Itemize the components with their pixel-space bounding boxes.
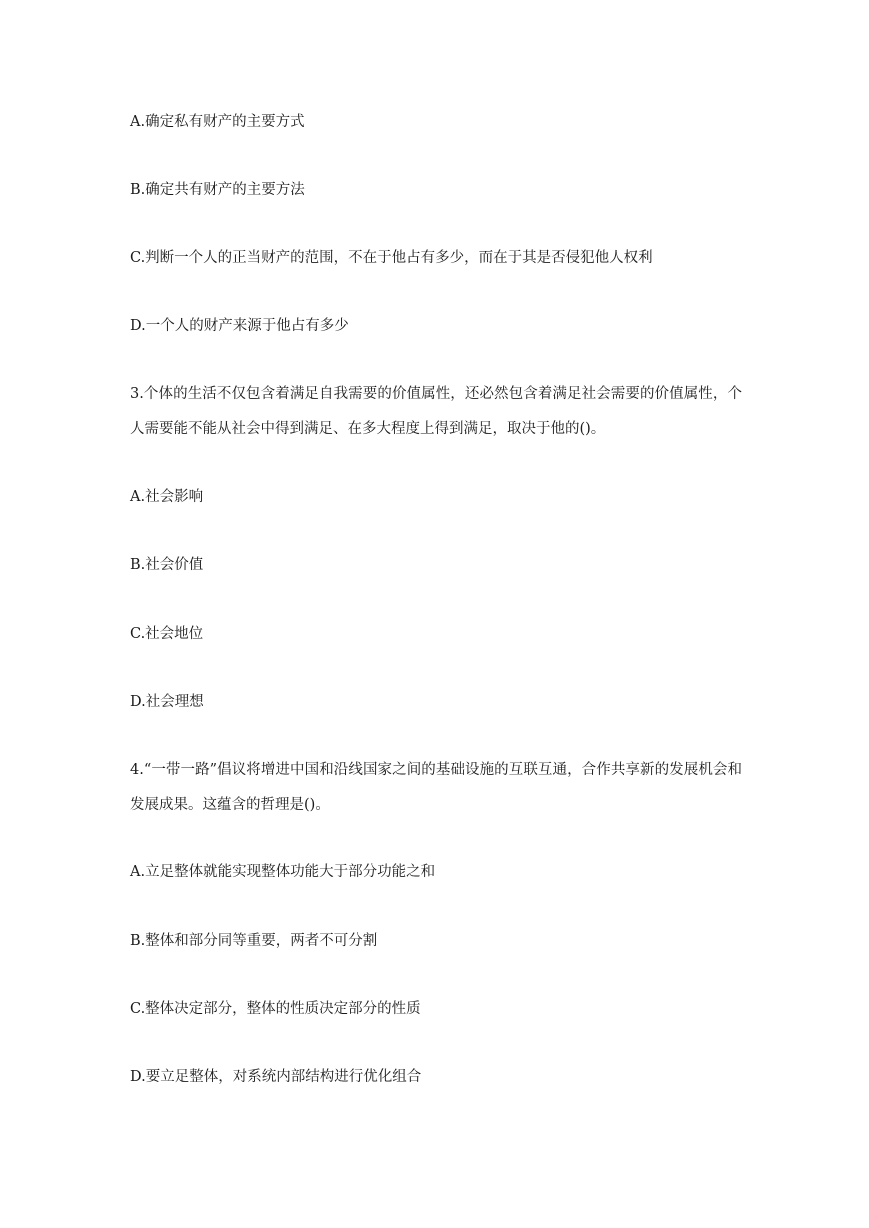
q4-option-a: A.立足整体就能实现整体功能大于部分功能之和 (130, 864, 436, 880)
q2-option-a: A.确定私有财产的主要方式 (130, 114, 305, 130)
q4-option-c: C.整体决定部分，整体的性质决定部分的性质 (130, 1001, 421, 1017)
q2-option-b: B.确定共有财产的主要方法 (130, 182, 305, 198)
q4-stem: 4.“一带一路”倡议将增进中国和沿线国家之间的基础设施的互联互通，合作共享新的发展机会和发展成果。这蕴含的哲理是()。 (130, 762, 742, 813)
q3-option-c: C.社会地位 (130, 626, 204, 642)
q4-option-b: B.整体和部分同等重要，两者不可分割 (130, 933, 378, 949)
q3-stem: 3.个体的生活不仅包含着满足自我需要的价值属性，还必然包含着满足社会需要的价值属性，个人需要能不能从社会中得到满足、在多大程度上得到满足，取决于他的()。 (130, 386, 742, 437)
q3-option-b: B.社会价值 (130, 557, 204, 573)
q4-option-d: D.要立足整体，对系统内部结构进行优化组合 (130, 1069, 422, 1085)
q3-option-d: D.社会理想 (130, 694, 204, 710)
q3-option-a: A.社会影响 (130, 489, 204, 505)
q2-option-c: C.判断一个人的正当财产的范围，不在于他占有多少，而在于其是否侵犯他人权利 (130, 250, 653, 266)
q2-option-d: D.一个人的财产来源于他占有多少 (130, 318, 349, 334)
